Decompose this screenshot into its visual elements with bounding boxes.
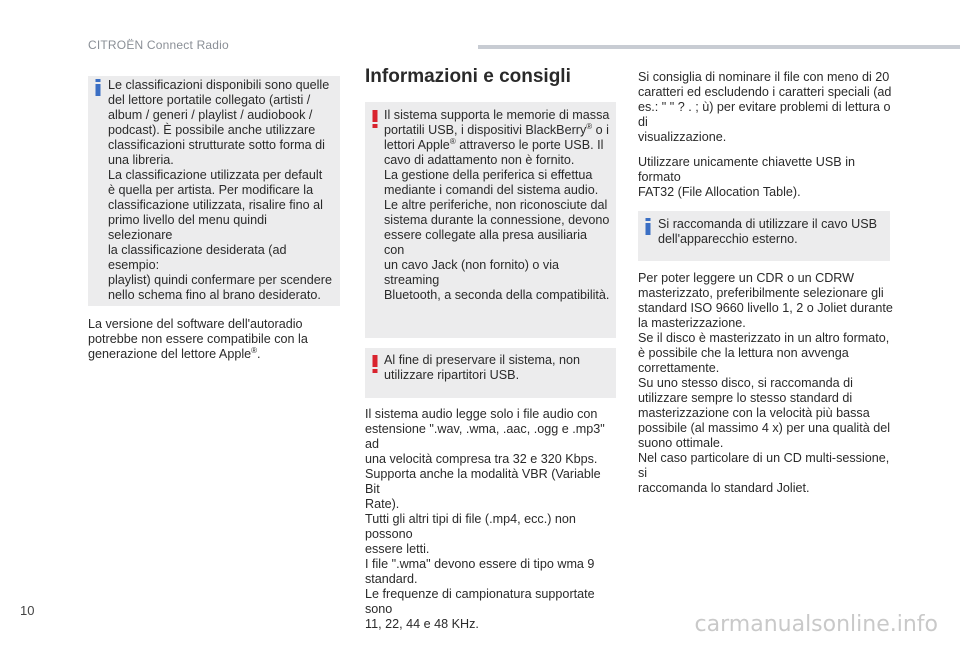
warning-box — [365, 102, 616, 338]
warning-icon — [372, 110, 378, 128]
info-box-text: Le classificazioni disponibili sono quelle del lettore portatile collegato (artisti / album / generi / playlist / audiobook / podcast). È possibile anche utilizzare classificazioni strutturate sotto forma di una libreria. La classificazione utilizzata per default è quella per artista. Per modificare la classificazione utilizzata, risalire fino al primo livello del menu quindi selezionare la classificazione desiderata (ad esempio: playlist) quindi confermare per scendere nello schema fino al brano desiderato. — [108, 78, 333, 302]
warning-box-text: Il sistema supporta le memorie di massa portatili USB, i dispositivi BlackBerry® o i lettori Apple® attraverso le porte USB. Il cavo di adattamento non è fornito. La gestione della periferica si effettua mediante i comandi del sistema audio. Le altre periferiche, non riconosciute dal sistema durante la connessione, devono essere collegate alla presa ausiliaria con un cavo Jack (non fornito) o via streaming Bluetooth, a seconda della compatibilità. — [384, 108, 610, 302]
info-box — [88, 76, 340, 306]
info-icon — [645, 218, 651, 235]
middle-column — [365, 66, 616, 632]
warning-icon — [372, 355, 378, 373]
page-number: 10 — [20, 603, 35, 618]
header-bar — [478, 45, 960, 49]
header-title: CITROËN Connect Radio — [88, 38, 229, 52]
filename-advice-paragraph: Si consiglia di nominare il file con meno di 20 caratteri ed escludendo i caratteri speciali (ad es.: " " ? . ; ù) per evitare problemi di lettura o di visualizzazione. — [638, 70, 892, 144]
section-title: Informazioni e consigli — [365, 66, 571, 87]
watermark: carmanualsonline.info — [694, 612, 938, 637]
info-box-usb-cable — [638, 211, 890, 261]
info-icon — [95, 79, 101, 96]
right-column — [638, 70, 894, 496]
usb-format-paragraph: Utilizzare unicamente chiavette USB in formato FAT32 (File Allocation Table). — [638, 155, 855, 199]
info-box-usb-cable-text: Si raccomanda di utilizzare il cavo USB dell'apparecchio esterno. — [658, 217, 878, 246]
warning-box-usb-text: Al fine di preservare il sistema, non utilizzare ripartitori USB. — [384, 353, 580, 382]
apple-compatibility-note: La versione del software dell'autoradio potrebbe non essere compatibile con la generazione del lettore Apple®. — [88, 317, 308, 361]
left-column — [88, 76, 340, 362]
cd-burning-paragraph: Per poter leggere un CDR o un CDRW masterizzato, preferibilmente selezionare gli standard ISO 9660 livello 1, 2 o Joliet durante la masterizzazione. Se il disco è masterizzato in un altro formato, è possibile che la lettura non avvenga correttamente. Su uno stesso disco, si raccomanda di utilizzare sempre lo stesso standard di masterizzazione con la velocità più bassa possibile (al massimo 4 x) per una qualità del suono ottimale. Nel caso particolare di un CD multi-sessione, si raccomanda lo standard Joliet. — [638, 271, 893, 495]
audio-format-paragraph: Il sistema audio legge solo i file audio con estensione ".wav, .wma, .aac, .ogg e .mp3" ad una velocità compresa tra 32 e 320 Kbps. Supporta anche la modalità VBR (Variable Bit Rate). Tutti gli altri tipi di file (.mp4, ecc.) non possono essere letti. I file ".wma" devono essere di tipo wma 9 standard. Le frequenze di campionatura supportate sono 11, 22, 44 e 48 KHz. — [365, 407, 605, 631]
warning-box-usb — [365, 348, 616, 398]
